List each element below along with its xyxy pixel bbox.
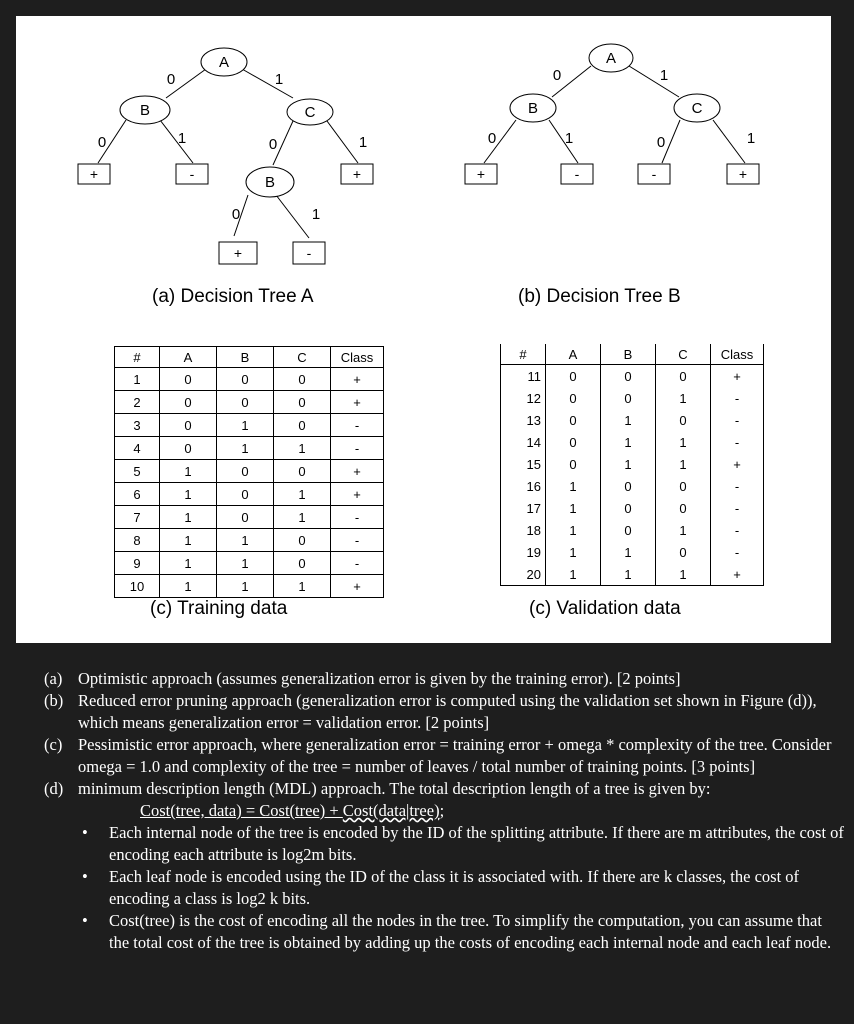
table-cell: 17 — [501, 497, 546, 519]
table-cell: - — [711, 409, 764, 431]
table-header: Class — [331, 347, 384, 368]
table-cell: 0 — [601, 387, 656, 409]
formula-conditional: Cost(data|tree) — [342, 801, 440, 820]
question-b — [44, 690, 844, 734]
formula-end: ; — [439, 801, 445, 820]
tree-a-edge-label: 1 — [358, 134, 368, 151]
table-cell: 1 — [656, 519, 711, 541]
bullet-item — [44, 822, 844, 866]
tree-b-edge-label: 1 — [746, 130, 756, 147]
table-cell: 2 — [115, 391, 160, 414]
table-cell: - — [711, 431, 764, 453]
tree-b-right-label: C — [691, 100, 703, 117]
tree-b-edge-label: 0 — [552, 67, 562, 84]
table-cell: 0 — [274, 368, 331, 391]
table-cell: 1 — [160, 529, 217, 552]
table-cell: 1 — [601, 453, 656, 475]
tree-b-edge-label: 1 — [564, 130, 574, 147]
table-row — [115, 483, 384, 506]
table-cell: 0 — [656, 475, 711, 497]
tree-b-leaf-2-label: - — [574, 166, 580, 182]
question-text: Optimistic approach (assumes generalization error is given by the training error). [2 points] — [78, 669, 681, 688]
bullet-item — [44, 866, 844, 910]
table-cell: 0 — [656, 541, 711, 563]
table-cell: 0 — [601, 365, 656, 388]
tree-b-edge-label: 1 — [659, 67, 669, 84]
tree-a-edge-label: 0 — [166, 71, 176, 88]
table-cell: 16 — [501, 475, 546, 497]
table-cell: 0 — [217, 506, 274, 529]
table-row — [115, 437, 384, 460]
table-cell: 1 — [656, 387, 711, 409]
table-cell: + — [331, 575, 384, 598]
tree-b-root-label: A — [605, 50, 617, 67]
tree-b-leaf-4-label: + — [738, 166, 748, 182]
table-row — [501, 519, 764, 541]
table-header: # — [501, 344, 546, 365]
table-header: C — [274, 347, 331, 368]
table-cell: 7 — [115, 506, 160, 529]
table-cell: 0 — [601, 475, 656, 497]
table-cell: 0 — [160, 391, 217, 414]
tree-b-leaf-3-label: - — [651, 166, 657, 182]
table-cell: 1 — [274, 437, 331, 460]
table-cell: + — [331, 460, 384, 483]
tree-b-left-label: B — [527, 100, 539, 117]
table-cell: 20 — [501, 563, 546, 586]
table-cell: 1 — [601, 563, 656, 586]
bullet-item — [44, 910, 844, 954]
table-cell: 1 — [546, 497, 601, 519]
table-cell: + — [711, 563, 764, 586]
question-c — [44, 734, 844, 778]
table-cell: 0 — [601, 519, 656, 541]
question-list — [44, 668, 844, 954]
table-cell: - — [331, 552, 384, 575]
tree-b-edge-label: 0 — [487, 130, 497, 147]
question-label: (c) — [44, 735, 63, 754]
table-cell: 0 — [656, 497, 711, 519]
tree-a-sub-label: B — [264, 174, 276, 191]
table-cell: + — [711, 365, 764, 388]
table-cell: 1 — [656, 453, 711, 475]
table-row — [501, 541, 764, 563]
table-cell: 15 — [501, 453, 546, 475]
table-cell: 1 — [546, 541, 601, 563]
table-row — [501, 431, 764, 453]
table-cell: 1 — [546, 563, 601, 586]
table-cell: 0 — [217, 391, 274, 414]
tree-b-caption: (b) Decision Tree B — [518, 286, 681, 307]
table-cell: 13 — [501, 409, 546, 431]
table-cell: 1 — [160, 506, 217, 529]
table-row — [501, 387, 764, 409]
table-header: A — [160, 347, 217, 368]
table-cell: - — [711, 497, 764, 519]
table-cell: - — [711, 541, 764, 563]
table-cell: 0 — [274, 391, 331, 414]
table-cell: 1 — [217, 414, 274, 437]
table-cell: 1 — [115, 368, 160, 391]
training-data-table — [114, 346, 384, 598]
question-label: (a) — [44, 669, 63, 688]
table-cell: 1 — [217, 575, 274, 598]
tree-a-edge-label: 0 — [268, 136, 278, 153]
question-label: (d) — [44, 779, 64, 798]
table-cell: - — [331, 437, 384, 460]
table-header: # — [115, 347, 160, 368]
question-text: Pessimistic error approach, where generalization error = training error + omega * complexity of the tree. Consider omega = 1.0 and complexity of the tree = number of leaves / total number of training points. [3 points] — [78, 735, 832, 776]
table-cell: 0 — [217, 483, 274, 506]
table-cell: - — [331, 529, 384, 552]
table-cell: 1 — [217, 529, 274, 552]
validation-data-table — [500, 344, 764, 586]
table-cell: 0 — [546, 453, 601, 475]
tree-a-right-label: C — [304, 104, 316, 121]
bullet-icon: • — [82, 867, 88, 886]
table-cell: 1 — [274, 575, 331, 598]
table-cell: 11 — [501, 365, 546, 388]
table-cell: 1 — [160, 575, 217, 598]
table-cell: 8 — [115, 529, 160, 552]
table-cell: 0 — [601, 497, 656, 519]
table-cell: 4 — [115, 437, 160, 460]
table-cell: + — [331, 368, 384, 391]
tree-a-leaf-5-label: - — [306, 245, 312, 261]
table-row — [115, 391, 384, 414]
table-row — [115, 552, 384, 575]
tree-a-edge-label: 1 — [311, 206, 321, 223]
mdl-formula — [44, 800, 844, 822]
bullet-text: Each internal node of the tree is encoded by the ID of the splitting attribute. If there are m attributes, the cost of encoding each attribute is log2m bits. — [109, 823, 844, 864]
table-cell: + — [711, 453, 764, 475]
table-row — [115, 529, 384, 552]
table-row — [501, 453, 764, 475]
table-cell: 0 — [274, 460, 331, 483]
table-row — [501, 365, 764, 388]
question-text: Reduced error pruning approach (generalization error is computed using the validation set shown in Figure (d)), which means generalization error = validation error. [2 points] — [78, 691, 817, 732]
table-cell: 1 — [160, 460, 217, 483]
table-cell: 1 — [601, 409, 656, 431]
table-cell: - — [331, 506, 384, 529]
table-cell: 0 — [656, 365, 711, 388]
table-row — [115, 414, 384, 437]
bullet-icon: • — [82, 823, 88, 842]
training-data-caption: (c) Training data — [150, 598, 288, 619]
table-cell: - — [711, 475, 764, 497]
validation-data-caption: (c) Validation data — [529, 598, 681, 619]
question-a — [44, 668, 844, 690]
question-label: (b) — [44, 691, 64, 710]
table-cell: 0 — [217, 460, 274, 483]
table-row — [501, 409, 764, 431]
table-cell: - — [711, 519, 764, 541]
table-cell: 6 — [115, 483, 160, 506]
tree-a-leaf-3-label: + — [352, 166, 362, 182]
table-row — [501, 497, 764, 519]
tree-a-leaf-2-label: - — [189, 166, 195, 182]
table-cell: 10 — [115, 575, 160, 598]
table-cell: - — [711, 387, 764, 409]
table-cell: 19 — [501, 541, 546, 563]
bullet-text: Each leaf node is encoded using the ID of the class it is associated with. If there are k classes, the cost of encoding a class is log2 k bits. — [109, 867, 800, 908]
formula-start: Cost(tree, data) = Cost(tree) + — [140, 801, 343, 820]
table-cell: 0 — [160, 437, 217, 460]
table-cell: 1 — [217, 437, 274, 460]
table-cell: 0 — [274, 529, 331, 552]
table-cell: 1 — [601, 431, 656, 453]
table-cell: 0 — [160, 414, 217, 437]
table-cell: + — [331, 483, 384, 506]
table-header: Class — [711, 344, 764, 365]
question-d — [44, 778, 844, 800]
table-cell: 0 — [546, 431, 601, 453]
table-cell: 1 — [546, 519, 601, 541]
bullet-text: Cost(tree) is the cost of encoding all the nodes in the tree. To simplify the computation, you can assume that the total cost of the tree is obtained by adding up the costs of encoding each internal node and each leaf node. — [109, 911, 832, 952]
table-cell: 5 — [115, 460, 160, 483]
tree-b-leaf-1-label: + — [476, 166, 486, 182]
tree-a-edge-label: 1 — [177, 130, 187, 147]
tree-a-edge-label: 1 — [274, 71, 284, 88]
table-row — [115, 368, 384, 391]
table-cell: 1 — [160, 483, 217, 506]
table-cell: 14 — [501, 431, 546, 453]
table-cell: 1 — [546, 475, 601, 497]
table-cell: 1 — [274, 483, 331, 506]
tree-a-leaf-1-label: + — [89, 166, 99, 182]
table-header: B — [601, 344, 656, 365]
bullet-icon: • — [82, 911, 88, 930]
table-cell: 0 — [274, 414, 331, 437]
table-cell: 1 — [656, 563, 711, 586]
table-cell: 3 — [115, 414, 160, 437]
table-row — [501, 563, 764, 586]
table-header: C — [656, 344, 711, 365]
table-header: A — [546, 344, 601, 365]
table-cell: 12 — [501, 387, 546, 409]
table-cell: 0 — [546, 387, 601, 409]
tree-a-root-label: A — [218, 54, 230, 71]
table-cell: 0 — [656, 409, 711, 431]
table-cell: 0 — [274, 552, 331, 575]
tree-a-caption: (a) Decision Tree A — [152, 286, 314, 307]
tree-a-leaf-4-label: + — [233, 245, 243, 261]
figure-panel — [16, 16, 831, 643]
table-cell: 0 — [546, 409, 601, 431]
table-cell: 1 — [217, 552, 274, 575]
table-cell: 18 — [501, 519, 546, 541]
tree-a-edge-label: 0 — [231, 206, 241, 223]
table-cell: - — [331, 414, 384, 437]
table-row — [115, 575, 384, 598]
question-text: minimum description length (MDL) approach. The total description length of a tree is given by: — [78, 779, 711, 798]
tree-a-edge-label: 0 — [97, 134, 107, 151]
table-row — [115, 506, 384, 529]
table-cell: 0 — [160, 368, 217, 391]
table-cell: 1 — [160, 552, 217, 575]
table-header: B — [217, 347, 274, 368]
table-cell: 9 — [115, 552, 160, 575]
table-cell: 1 — [656, 431, 711, 453]
table-row — [115, 460, 384, 483]
table-row — [501, 475, 764, 497]
table-cell: 0 — [217, 368, 274, 391]
tree-a-left-label: B — [139, 102, 151, 119]
table-cell: + — [331, 391, 384, 414]
table-cell: 1 — [274, 506, 331, 529]
tree-b-edge-label: 0 — [656, 134, 666, 151]
table-cell: 0 — [546, 365, 601, 388]
table-cell: 1 — [601, 541, 656, 563]
